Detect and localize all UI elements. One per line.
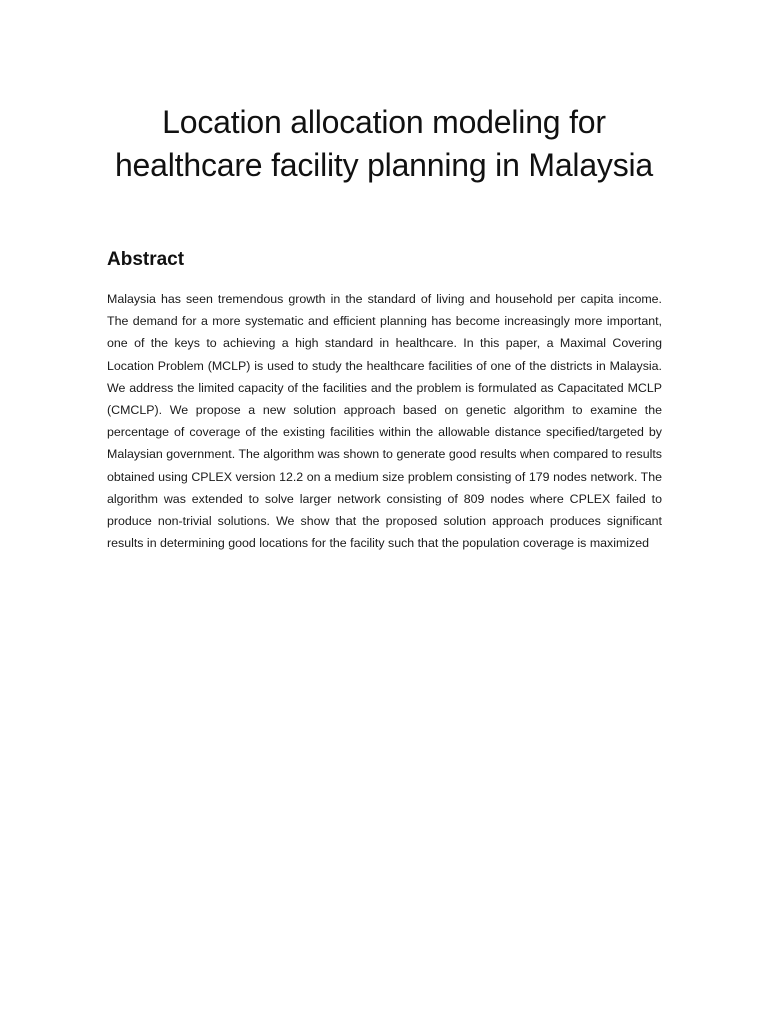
abstract-heading: Abstract xyxy=(107,249,185,270)
paper-title: Location allocation modeling for healthcare facility planning in Malaysia xyxy=(114,104,654,183)
abstract-text: Malaysia has seen tremendous growth in the standard of living and household per capita income. The demand for a more systematic and efficient planning has become increasingly more important, one of the keys to achieving a high standard in healthcare. In this paper, a Maximal Covering Location Problem (MCLP) is used to study the healthcare facilities of one of the districts in Malaysia. We address the limited capacity of the facilities and the problem is formulated as Capacitated MCLP (CMCLP). We propose a new solution approach based on genetic algorithm to examine the percentage of coverage of the existing facilities within the allowable distance specified/targeted by Malaysian government. The algorithm was shown to generate good results when compared to results obtained using CPLEX version 12.2 on a medium size problem consisting of 179 nodes network. The algorithm was extended to solve larger network consisting of 809 nodes where CPLEX failed to produce non-trivial solutions. We show that the proposed solution approach produces significant results in determining good locations for the facility such that the population coverage is maximized xyxy=(107,292,662,551)
